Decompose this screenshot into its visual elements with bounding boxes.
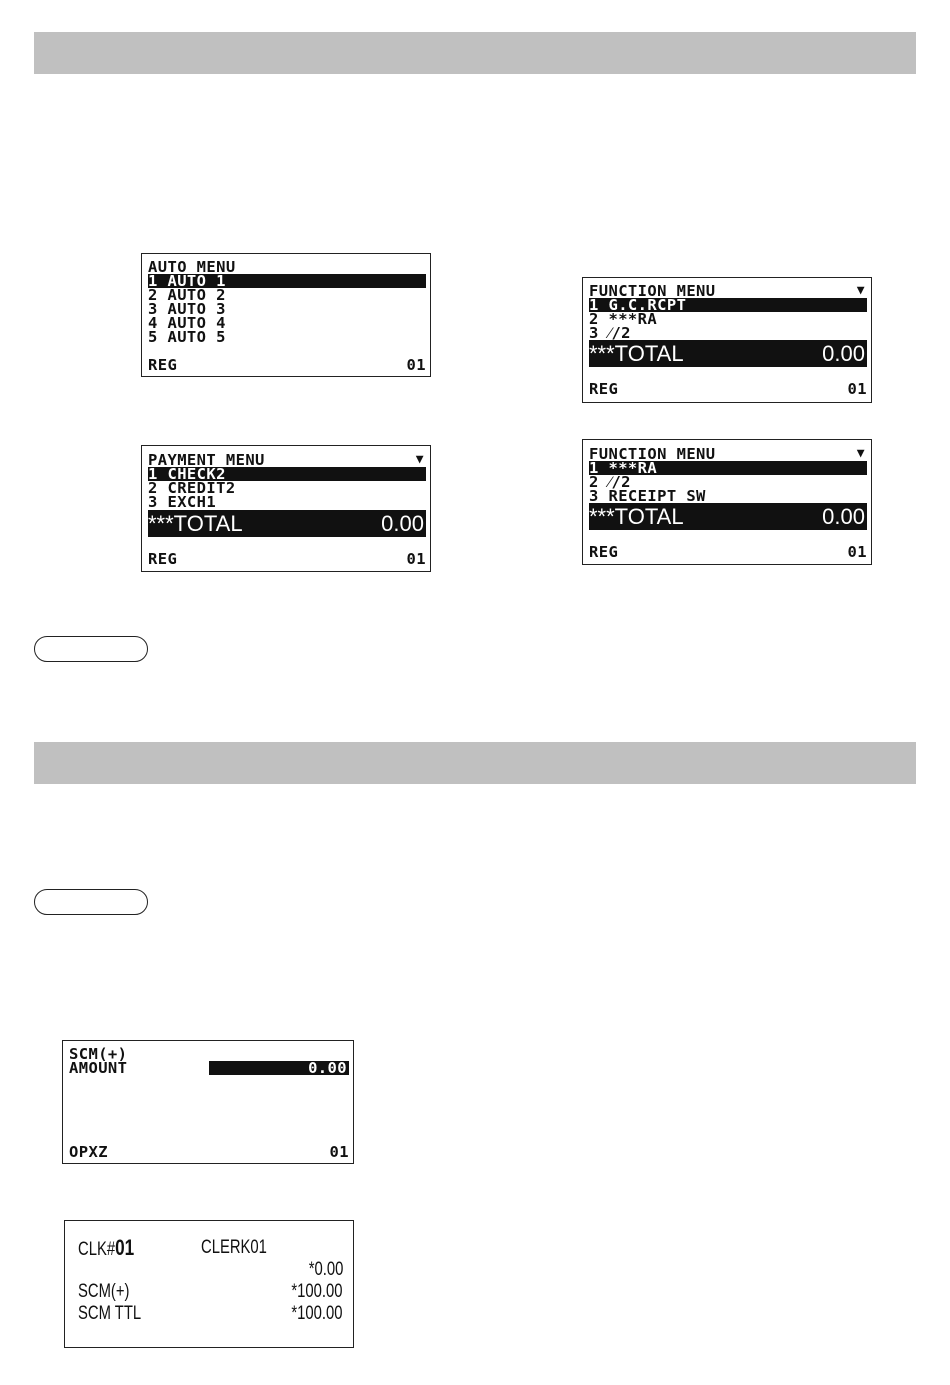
display-title: PAYMENT MENU (148, 453, 265, 467)
clerk-prefix: CLK# (78, 1239, 116, 1260)
menu-item: 2 ⁄/2 (589, 475, 631, 489)
mode-indicator: REG (589, 543, 619, 561)
scroll-down-arrow-icon: ▼ (415, 452, 424, 467)
total-bar (589, 340, 867, 367)
line-amount: *100.00 (291, 1303, 343, 1324)
display-title: AUTO MENU (148, 260, 236, 274)
note-pill-1 (34, 636, 148, 662)
menu-item: 5 AUTO 5 (148, 330, 226, 344)
amount-field: 0.00 (209, 1061, 349, 1075)
menu-item: 2 AUTO 2 (148, 288, 226, 302)
line-label: SCM(+) (78, 1281, 130, 1302)
menu-item: 3 ⁄/2 (589, 326, 631, 340)
note-pill-2 (34, 889, 148, 915)
menu-item: 3 EXCH1 (148, 495, 217, 509)
clerk-name: CLERK01 (201, 1237, 267, 1258)
scroll-down-arrow-icon: ▼ (856, 283, 865, 298)
display-title: SCM(+) (69, 1047, 128, 1061)
display-title: FUNCTION MENU (589, 447, 716, 461)
total-bar (148, 510, 426, 537)
menu-item: 4 AUTO 4 (148, 316, 226, 330)
function-menu-display-1 (582, 277, 872, 403)
clerk-number: 01 (115, 1235, 135, 1260)
printed-receipt (64, 1220, 354, 1348)
line-label: SCM TTL (78, 1303, 142, 1324)
total-label: ***TOTAL (589, 504, 684, 529)
menu-item: 3 AUTO 3 (148, 302, 226, 316)
mode-indicator: REG (589, 380, 619, 398)
mode-indicator: REG (148, 550, 178, 568)
menu-item-selected: 1 G.C.RCPT (589, 298, 867, 312)
scm-display (62, 1040, 354, 1164)
mode-indicator: OPXZ (69, 1143, 108, 1161)
section-header-bar-middle (34, 742, 916, 784)
clerk-label (78, 1237, 134, 1261)
total-amount: 0.00 (381, 511, 424, 536)
menu-item: 2 CREDIT2 (148, 481, 236, 495)
menu-item: 3 RECEIPT SW (589, 489, 706, 503)
payment-menu-display (141, 445, 431, 572)
scroll-down-arrow-icon: ▼ (856, 446, 865, 461)
clerk-code: 01 (847, 543, 867, 561)
menu-item-selected: 1 ***RA (589, 461, 867, 475)
clerk-code: 01 (847, 380, 867, 398)
amount-label: AMOUNT (69, 1061, 128, 1075)
mode-indicator: REG (148, 356, 178, 374)
menu-item: 2 ***RA (589, 312, 658, 326)
menu-item-selected: 1 CHECK2 (148, 467, 426, 481)
total-bar (589, 503, 867, 530)
clerk-code: 01 (329, 1143, 349, 1161)
total-amount: 0.00 (822, 341, 865, 366)
auto-menu-display (141, 253, 431, 377)
menu-item-selected: 1 AUTO 1 (148, 274, 426, 288)
line-amount: *100.00 (291, 1281, 343, 1302)
clerk-code: 01 (406, 550, 426, 568)
total-amount: 0.00 (822, 504, 865, 529)
display-title: FUNCTION MENU (589, 284, 716, 298)
clerk-code: 01 (406, 356, 426, 374)
opening-amount: *0.00 (308, 1259, 343, 1280)
total-label: ***TOTAL (148, 511, 243, 536)
total-label: ***TOTAL (589, 341, 684, 366)
section-header-bar-top (34, 32, 916, 74)
function-menu-display-2 (582, 439, 872, 565)
